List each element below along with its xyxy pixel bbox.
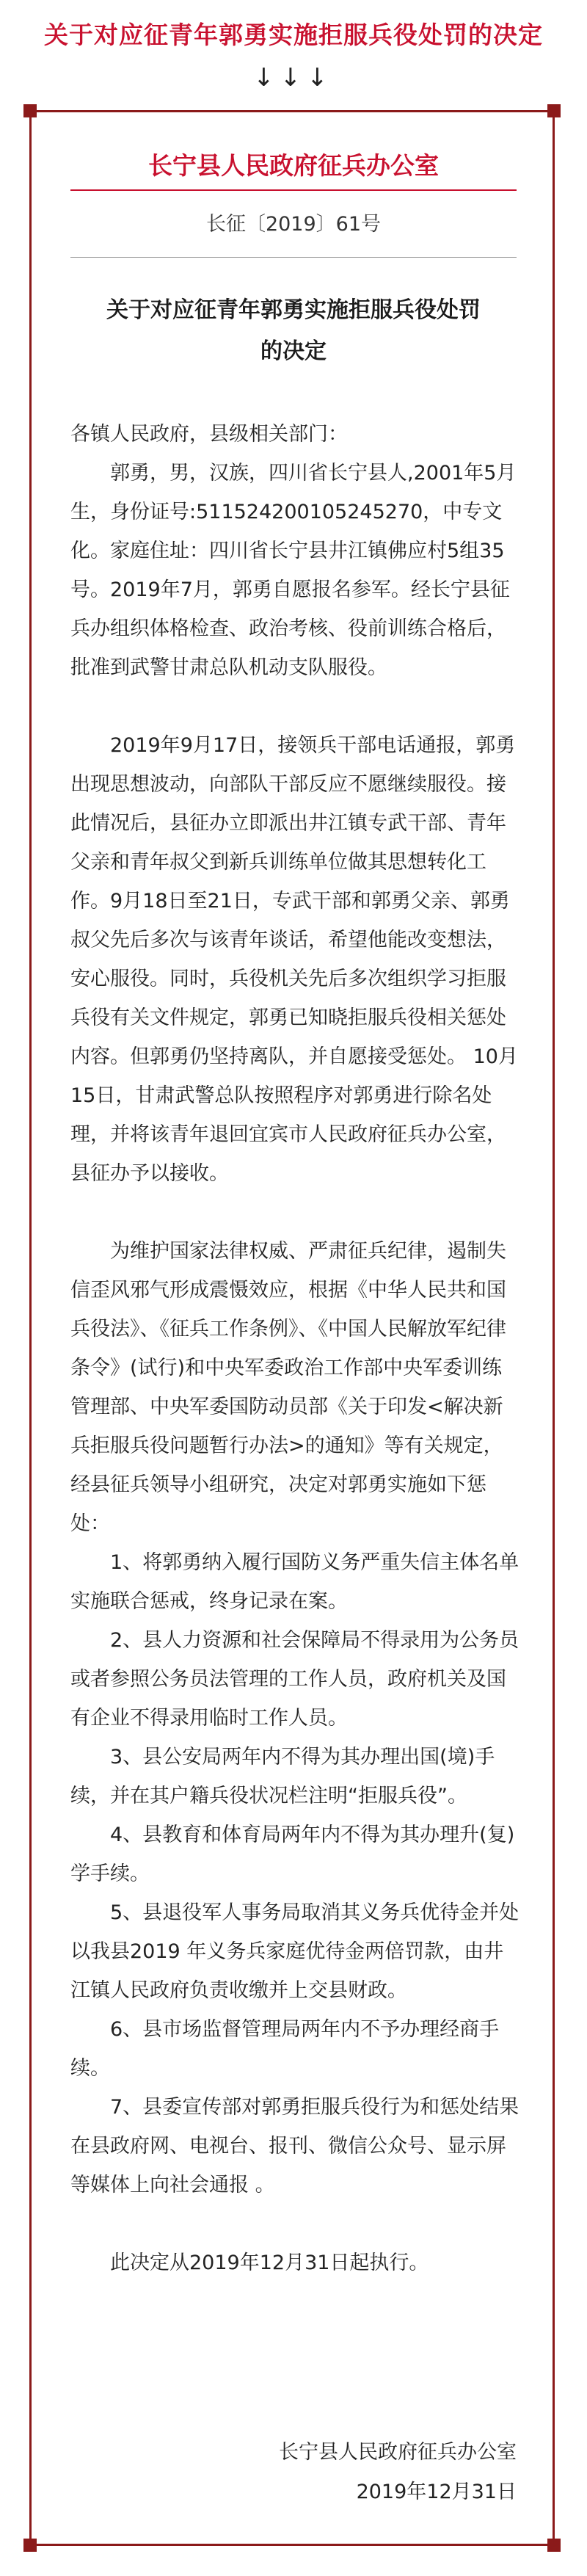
page-title: 关于对应征青年郭勇实施拒服兵役处罚的决定	[44, 21, 543, 49]
doc-number: 长征〔2019〕61号	[205, 213, 382, 236]
penalty-item-5: 5、县退役军人事务局取消其义务兵优待金并处以我县2019 年义务兵家庭优待金两倍罚款，由井江镇人民政府负责收缴并上交县财政。	[70, 1901, 519, 2002]
frame-corner	[23, 104, 37, 117]
penalty-item-1: 1、将郭勇纳入履行国防义务严重失信主体名单实施联合惩戒，终身记录在案。	[70, 1551, 519, 1613]
down-arrows-icon: ↓↓↓	[253, 63, 334, 92]
salutation: 各镇人民政府，县级相关部门：	[70, 423, 348, 446]
number-divider	[70, 257, 517, 258]
penalty-item-6: 6、县市场监督管理局两年内不予办理经商手续。	[70, 2018, 500, 2080]
org-header: 长宁县人民政府征兵办公室	[148, 151, 439, 180]
penalty-item-4: 4、县教育和体育局两年内不得为其办理升(复)学手续。	[70, 1824, 515, 1885]
doc-title: 关于对应征青年郭勇实施拒服兵役处罚的决定	[106, 297, 481, 364]
effective-date: 此决定从2019年12月31日起执行。	[110, 2252, 429, 2274]
paragraph-basis: 为维护国家法律权威、严肃征兵纪律，遏制失信歪风邪气形成震慑效应，根据《中华人民共和国兵役法》、《征兵工作条例》、《中国人民解放军纪律条令》(试行)和中央军委政治工作部中央军委训练管理部、中央军委国防动员部《关于印发<解决新兵拒服兵役问题暂行办法>的通知》等有关规定，经县征兵领导小组研究，决定对郭勇实施如下惩处：	[70, 1240, 506, 1535]
penalty-item-7: 7、县委宣传部对郭勇拒服兵役行为和惩处结果在县政府网、电视台、报刊、微信公众号、显示屏等媒体上向社会通报 。	[70, 2096, 519, 2196]
doc-body	[70, 415, 519, 2282]
frame-corner	[23, 2539, 37, 2552]
paragraph-events: 2019年9月17日，接领兵干部电话通报，郭勇出现思想波动，向部队干部反应不愿继续服役。接此情况后，县征办立即派出井江镇专武干部、青年父亲和青年叔父到新兵训练单位做其思想转化工作。9月18日至21日，专武干部和郭勇父亲、郭勇叔父先后多次与该青年谈话，希望他能改变想法，安心服役。同时，兵役机关先后多次组织学习拒服兵役有关文件规定，郭勇已知晓拒服兵役相关惩处内容。但郭勇仍坚持离队，并自愿接受惩处。 10月15日，甘肃武警总队按照程序对郭勇进行除名处理，并将该青年退回宜宾市人民政府征兵办公室，县征办予以接收。	[70, 734, 518, 1185]
penalty-item-2: 2、县人力资源和社会保障局不得录用为公务员或者参照公务员法管理的工作人员，政府机关及国有企业不得录用临时工作人员。	[70, 1629, 519, 1730]
penalty-item-3: 3、县公安局两年内不得为其办理出国(境)手续，并在其户籍兵役状况栏注明“拒服兵役”。	[70, 1746, 495, 1807]
frame-corner	[547, 104, 561, 117]
header-divider	[70, 189, 517, 191]
paragraph-background: 郭勇，男，汉族，四川省长宁县人,2001年5月生，身份证号:511524200105245270，中专文化。家庭住址：四川省长宁县井江镇佛应村5组35号。2019年7月，郭勇自愿报名参军。经长宁县征兵办组织体格检查、政治考核、役前训练合格后，批准到武警甘肃总队机动支队服役。	[70, 462, 517, 679]
signature-date: 2019年12月31日	[356, 2481, 517, 2503]
frame-corner	[547, 2539, 561, 2552]
signature-org: 长宁县人民政府征兵办公室	[279, 2441, 517, 2464]
